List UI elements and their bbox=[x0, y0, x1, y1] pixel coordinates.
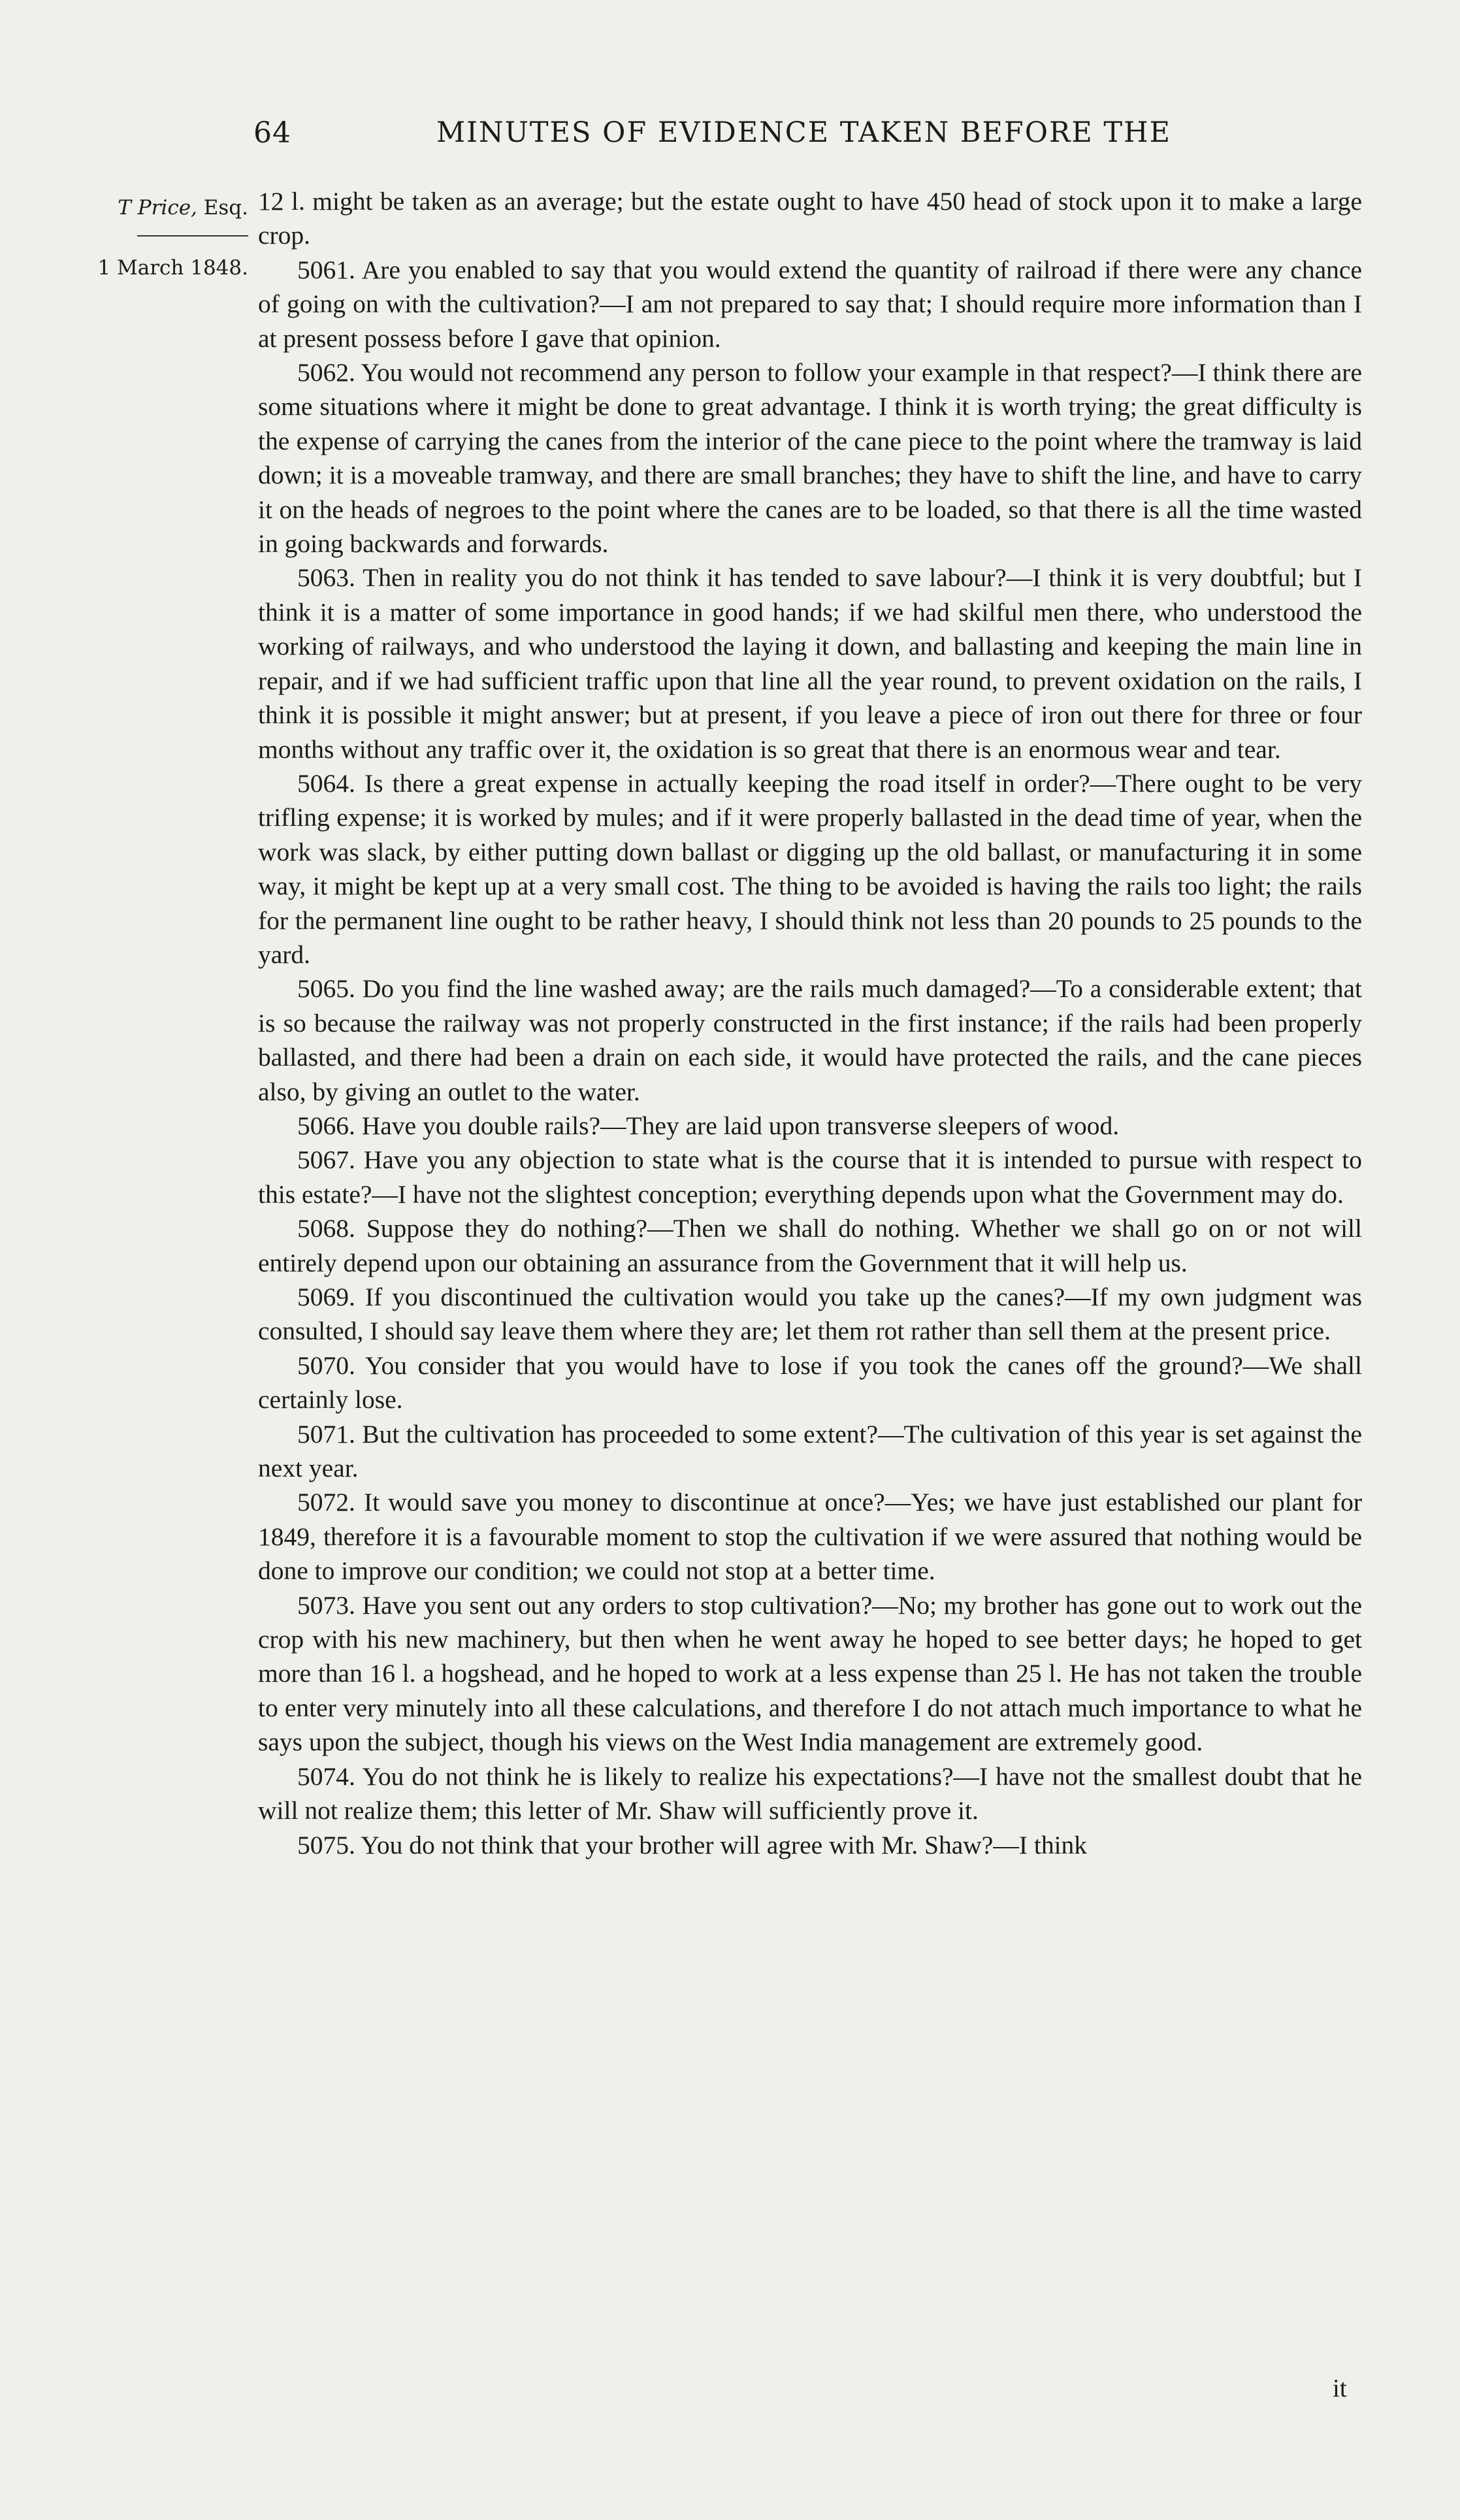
question-number: 5062. bbox=[297, 358, 355, 387]
evidence-date: 1 March 1848. bbox=[97, 256, 248, 280]
continued-paragraph bbox=[258, 184, 1362, 253]
evidence-paragraph bbox=[258, 1143, 1362, 1211]
question-number: 5072. bbox=[297, 1488, 355, 1517]
paragraph-text: Suppose they do nothing?—Then we shall do nothing. Whether we shall go on or not will entirely depend upon our obtaining an assurance from the Government that it will help us. bbox=[258, 1214, 1362, 1277]
running-head bbox=[253, 116, 1364, 162]
question-number: 5075. bbox=[297, 1830, 355, 1859]
evidence-paragraph bbox=[258, 1280, 1362, 1349]
paragraph-text: Is there a great expense in actually keeping the road itself in order?—There ought to be very trifling expense; it is worked by mules; and if it were properly ballasted in the dead time of year, when the work was slack, by either putting down ballast or digging up the old ballast, or manufacturing it in some way, it might be kept up at a very small cost. The thing to be avoided is having the rails too light; the rails for the permanent line ought to be rather heavy, I should think not less than 20 pounds to 25 pounds to the yard. bbox=[258, 768, 1362, 969]
evidence-paragraph bbox=[258, 1588, 1362, 1759]
paragraph-text: You do not think he is likely to realize his expectations?—I have not the smallest doubt that he will not realize them; this letter of Mr. Shaw will sufficiently prove it. bbox=[258, 1761, 1362, 1825]
evidence-text bbox=[258, 184, 1362, 1862]
paragraph-text: It would save you money to discontinue at once?—Yes; we have just established our plant for 1849, therefore it is a favourable moment to stop the cultivation if we were assured that nothing would be done to improve our condition; we could not stop at a better time. bbox=[258, 1488, 1363, 1586]
question-number: 5073. bbox=[297, 1590, 355, 1620]
evidence-paragraph bbox=[258, 1828, 1362, 1862]
paragraph-text: Have you any objection to state what is the course that it is intended to pursue with respect to this estate?—I have not the slightest conception; everything depends upon what the Government may do. bbox=[258, 1145, 1362, 1209]
evidence-paragraph bbox=[258, 1485, 1362, 1588]
paragraph-text: Then in reality you do not think it has tended to save labour?—I think it is very doubtful; but I think it is a matter of some importance in good hands; if we had skilful men there, who understood the working of railways, and who understood the laying it down, and ballasting and keeping the main line in repair, and if we had sufficient traffic upon that line all the year round, to prevent oxidation on the rails, I think it is possible it might answer; but at present, if you leave a piece of iron out there for three or four months without any traffic over it, the oxidation is so great that there is an enormous wear and tear. bbox=[258, 563, 1362, 764]
witness-name: T Price, Esq. bbox=[118, 196, 248, 220]
paragraph-text: Have you double rails?—They are laid upon transverse sleepers of wood. bbox=[361, 1111, 1120, 1140]
paragraph-text: If you discontinued the cultivation would you take up the canes?—If my own judgment was consulted, I should say leave them where they are; let them rot rather than sell them at the present price. bbox=[258, 1283, 1362, 1346]
evidence-paragraph bbox=[258, 1109, 1362, 1143]
question-number: 5061. bbox=[297, 255, 355, 284]
question-number: 5063. bbox=[297, 563, 355, 593]
question-number: 5066. bbox=[297, 1111, 355, 1140]
paragraph-text: You consider that you would have to lose if you took the canes off the ground?—We shall certainly lose. bbox=[258, 1350, 1362, 1415]
paragraph-text: You do not think that your brother will agree with Mr. Shaw?—I think bbox=[361, 1830, 1088, 1859]
evidence-paragraph bbox=[258, 1759, 1362, 1828]
question-number: 5068. bbox=[297, 1214, 355, 1243]
question-number: 5070. bbox=[297, 1350, 355, 1380]
question-number: 5067. bbox=[297, 1145, 355, 1175]
margin-rule bbox=[137, 235, 248, 237]
running-title: MINUTES OF EVIDENCE TAKEN BEFORE THE bbox=[436, 116, 1171, 149]
evidence-paragraph bbox=[258, 972, 1362, 1109]
evidence-paragraph bbox=[258, 253, 1362, 355]
paragraph-text: Do you find the line washed away; are the rails much damaged?—To a considerable extent; that is so because the railway was not properly constructed in the first instance; if the rails had been properly ballasted, and there had been a drain on each side, it would have protected the rails, and the cane pieces also, by giving an outlet to the water. bbox=[258, 974, 1362, 1106]
evidence-paragraph bbox=[258, 766, 1362, 972]
paragraph-text: Have you sent out any orders to stop cultivation?—No; my brother has gone out to work out the crop with his new machinery, but then when he went away he hoped to see better days; he hoped to get more than 16 l. a hogshead, and he hoped to work at a less expense than 25 l. He has not taken the trouble to enter very minutely into all these calculations, and therefore I do not attach much importance to what he says upon the subject, though his views on the West India management are extremely good. bbox=[258, 1590, 1362, 1757]
page-number: 64 bbox=[253, 116, 291, 150]
paragraph-text: 12 l. might be taken as an average; but the estate ought to have 450 head of stock upon it to make a large crop. bbox=[258, 187, 1362, 250]
evidence-paragraph bbox=[258, 1349, 1362, 1417]
question-number: 5074. bbox=[297, 1761, 355, 1791]
evidence-paragraph bbox=[258, 1417, 1362, 1486]
evidence-paragraph bbox=[258, 355, 1362, 561]
question-number: 5064. bbox=[297, 768, 355, 798]
question-number: 5065. bbox=[297, 974, 355, 1004]
question-number: 5069. bbox=[297, 1283, 355, 1311]
paragraph-text: Are you enabled to say that you would extend the quantity of railroad if there were any chance of going on with the cultivation?—I am not prepared to say that; I should require more information than I at present possess before I gave that opinion. bbox=[258, 255, 1362, 353]
paragraph-text: You would not recommend any person to follow your example in that respect?—I think there are some situations where it might be done to great advantage. I think it is worth trying; the great difficulty is the expense of carrying the canes from the interior of the cane piece to the point where the tramway is laid down; it is a moveable tramway, and there are small branches; they have to shift the line, and have to carry it on the heads of negroes to the point where the canes are to be loaded, so that there is all the time wasted in going backwards and forwards. bbox=[258, 358, 1362, 559]
catchword: it bbox=[1333, 2374, 1347, 2402]
question-number: 5071. bbox=[297, 1419, 355, 1448]
paragraph-text: But the cultivation has proceeded to some extent?—The cultivation of this year is set against the next year. bbox=[258, 1419, 1363, 1483]
evidence-paragraph bbox=[258, 561, 1362, 766]
evidence-paragraph bbox=[258, 1211, 1362, 1280]
margin-note bbox=[52, 189, 248, 286]
